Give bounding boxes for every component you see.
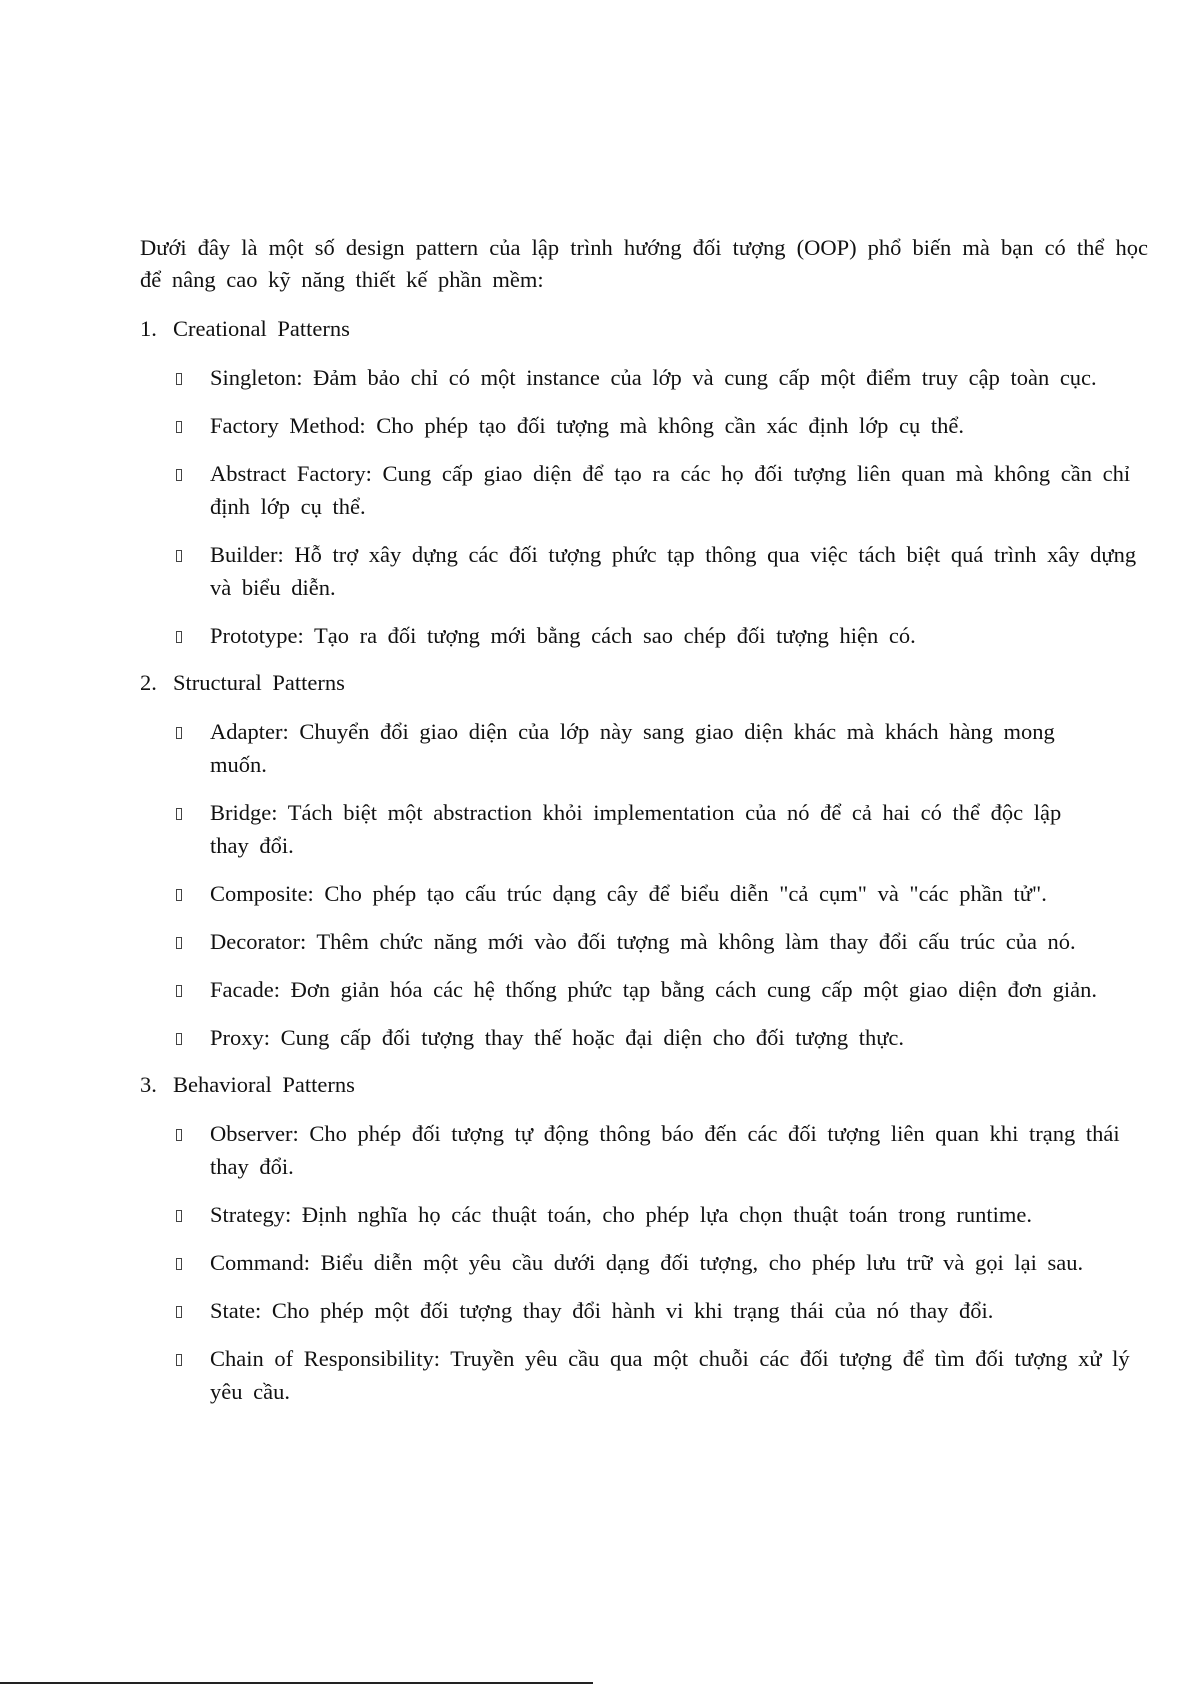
square-bullet-icon <box>140 409 210 433</box>
list-item <box>140 538 1148 604</box>
list-item <box>140 1117 1148 1183</box>
section-structural <box>140 667 1148 1054</box>
list-item <box>140 877 1148 910</box>
list-item <box>140 715 1148 781</box>
square-bullet-icon <box>140 796 210 820</box>
pattern-list <box>140 361 1148 652</box>
square-bullet-icon <box>140 1021 210 1045</box>
square-bullet-icon <box>140 457 210 481</box>
square-bullet-icon <box>140 973 210 997</box>
section-heading <box>140 667 1148 699</box>
document-body <box>140 232 1148 1423</box>
list-item-text: Observer: Cho phép đối tượng tự động thông báo đến các đối tượng liên quan khi trạng thái thay đổi. <box>210 1121 1120 1179</box>
list-item-text: Bridge: Tách biệt một abstraction khỏi implementation của nó để cả hai có thể độc lập thay đổi. <box>210 800 1062 858</box>
section-number: 3. <box>140 1072 157 1097</box>
list-item <box>140 409 1148 442</box>
square-bullet-icon <box>140 361 210 385</box>
list-item <box>140 361 1148 394</box>
square-bullet-icon <box>140 877 210 901</box>
intro-paragraph: Dưới đây là một số design pattern của lập trình hướng đối tượng (OOP) phổ biến mà bạn có thể học để nâng cao kỹ năng thiết kế phần mềm: <box>140 235 1148 292</box>
square-bullet-icon <box>140 925 210 949</box>
section-heading <box>140 1069 1148 1101</box>
list-item-text: Builder: Hỗ trợ xây dựng các đối tượng phức tạp thông qua việc tách biệt quá trình xây dựng và biểu diễn. <box>210 542 1137 600</box>
square-bullet-icon <box>140 1198 210 1222</box>
footer-divider <box>0 1682 593 1684</box>
list-item <box>140 1021 1148 1054</box>
square-bullet-icon <box>140 715 210 739</box>
list-item <box>140 1246 1148 1279</box>
section-number: 1. <box>140 316 157 341</box>
list-item <box>140 973 1148 1006</box>
section-creational <box>140 313 1148 652</box>
square-bullet-icon <box>140 619 210 643</box>
list-item <box>140 457 1148 523</box>
square-bullet-icon <box>140 538 210 562</box>
list-item-text: Factory Method: Cho phép tạo đối tượng mà không cần xác định lớp cụ thể. <box>210 413 964 438</box>
section-title: Behavioral Patterns <box>173 1072 355 1097</box>
list-item <box>140 796 1148 862</box>
list-item-text: Facade: Đơn giản hóa các hệ thống phức tạp bằng cách cung cấp một giao diện đơn giản. <box>210 977 1097 1002</box>
list-item <box>140 1198 1148 1231</box>
list-item-text: Command: Biểu diễn một yêu cầu dưới dạng đối tượng, cho phép lưu trữ và gọi lại sau. <box>210 1250 1084 1275</box>
list-item-text: State: Cho phép một đối tượng thay đổi hành vi khi trạng thái của nó thay đổi. <box>210 1298 994 1323</box>
list-item-text: Abstract Factory: Cung cấp giao diện để tạo ra các họ đối tượng liên quan mà không cần chỉ định lớp cụ thể. <box>210 461 1131 519</box>
section-behavioral <box>140 1069 1148 1408</box>
list-item-text: Proxy: Cung cấp đối tượng thay thế hoặc đại diện cho đối tượng thực. <box>210 1025 905 1050</box>
list-item <box>140 1342 1148 1408</box>
list-item-text: Strategy: Định nghĩa họ các thuật toán, cho phép lựa chọn thuật toán trong runtime. <box>210 1202 1033 1227</box>
square-bullet-icon <box>140 1342 210 1366</box>
list-item-text: Composite: Cho phép tạo cấu trúc dạng cây để biểu diễn "cả cụm" và "các phần tử". <box>210 881 1047 906</box>
square-bullet-icon <box>140 1246 210 1270</box>
list-item <box>140 619 1148 652</box>
square-bullet-icon <box>140 1294 210 1318</box>
list-item-text: Adapter: Chuyển đổi giao diện của lớp này sang giao diện khác mà khách hàng mong muốn. <box>210 719 1055 777</box>
square-bullet-icon <box>140 1117 210 1141</box>
section-number: 2. <box>140 670 157 695</box>
list-item-text: Singleton: Đảm bảo chỉ có một instance của lớp và cung cấp một điểm truy cập toàn cục. <box>210 365 1097 390</box>
list-item-text: Prototype: Tạo ra đối tượng mới bằng cách sao chép đối tượng hiện có. <box>210 623 916 648</box>
pattern-list <box>140 1117 1148 1408</box>
list-item-text: Decorator: Thêm chức năng mới vào đối tượng mà không làm thay đổi cấu trúc của nó. <box>210 929 1076 954</box>
list-item <box>140 1294 1148 1327</box>
section-title: Structural Patterns <box>173 670 345 695</box>
section-title: Creational Patterns <box>173 316 350 341</box>
list-item-text: Chain of Responsibility: Truyền yêu cầu qua một chuỗi các đối tượng để tìm đối tượng xử lý yêu cầu. <box>210 1346 1130 1404</box>
section-heading <box>140 313 1148 345</box>
list-item <box>140 925 1148 958</box>
pattern-list <box>140 715 1148 1054</box>
